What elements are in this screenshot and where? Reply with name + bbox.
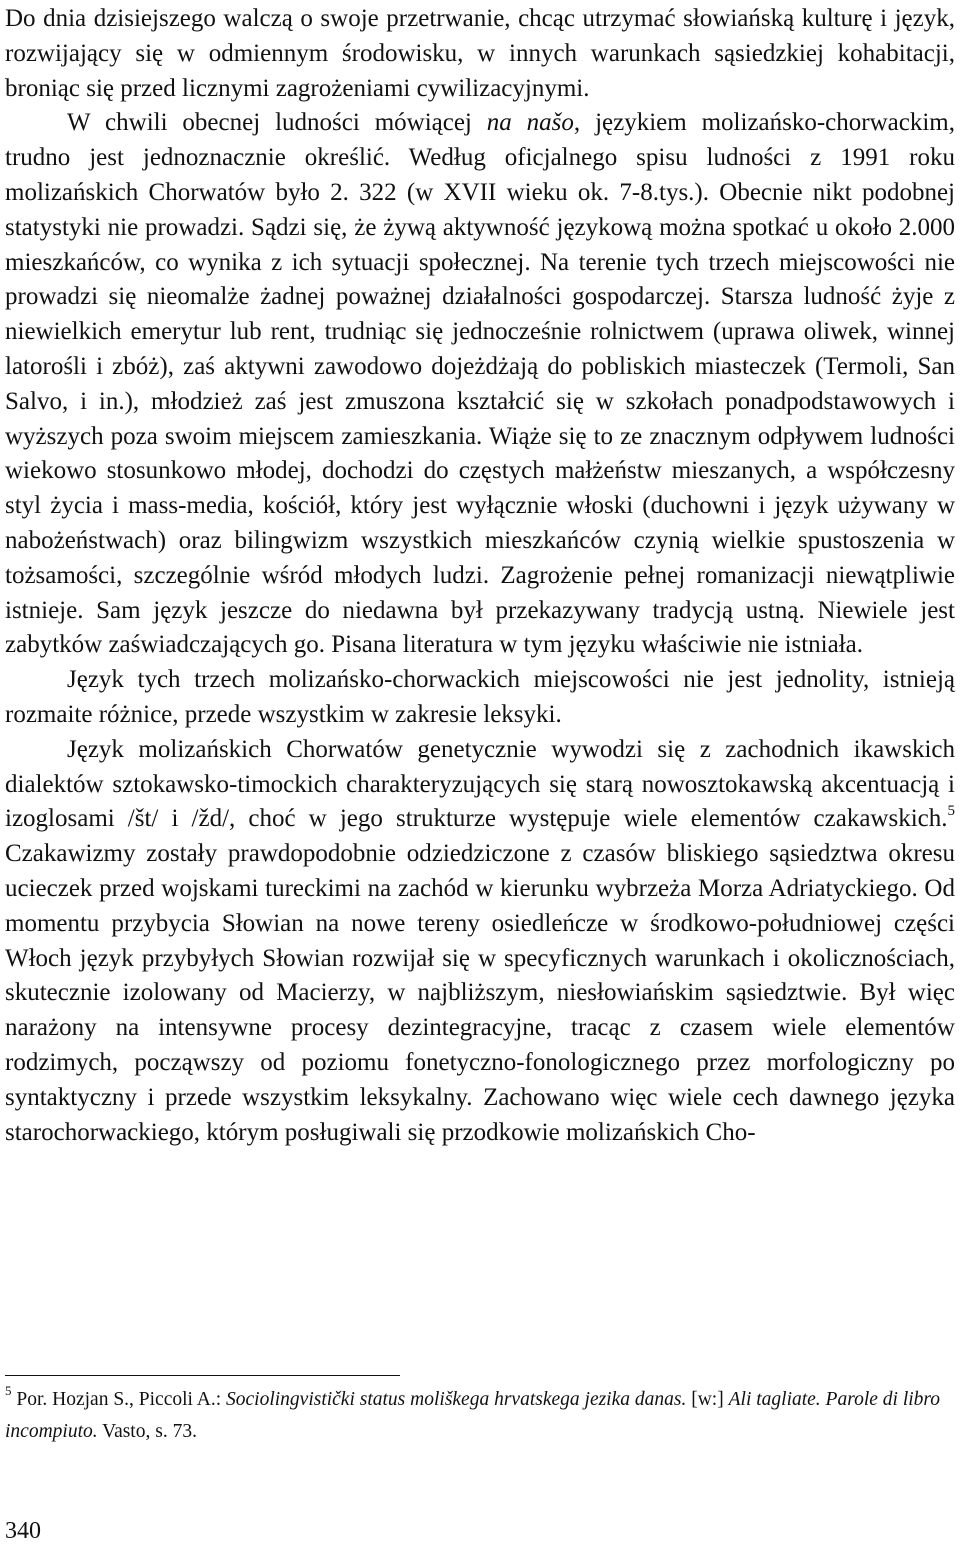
footnote-italic-title: Sociolingvistički status moliškega hrvatskega jezika danas. bbox=[226, 1389, 687, 1410]
footnote-text-c: Vasto, s. 73. bbox=[97, 1421, 197, 1442]
paragraph-4-text-b: Czakawizmy zostały prawdopodobnie odziedziczone z czasów bliskiego sąsiedztwa okresu ucieczek przed wojskami tureckimi na zachód w kierunku wybrzeża Morza Adriatyckiego. Od momentu przybycia Słowian na nowe tereny osiedleńcze w środkowo-południowej części Włoch język przybyłych Słowian rozwijał się w specyficznych warunkach i okolicznościach, skutecznie izolowany od Macierzy, w najbliższym, niesłowiańskim sąsiedztwie. Był więc narażony na intensywne procesy dezintegracyjne, tracąc z czasem wiele elementów rodzimych, począwszy od poziomu fonetyczno-fonologicznego przez morfologiczny po syntaktyczny i przede wszystkim leksykalny. Zachowano więc wiele cech dawnego języka starochorwackiego, którym posługiwali się przodkowie molizańskich Cho- bbox=[5, 840, 955, 1146]
paragraph-1 bbox=[5, 2, 955, 106]
footnote-number: 5 bbox=[5, 1382, 12, 1398]
body-text bbox=[5, 0, 955, 1150]
footnote-text-b: [w:] bbox=[686, 1389, 729, 1410]
paragraph-3-text: Język tych trzech molizańsko-chorwackich miejscowości nie jest jednolity, istnieją rozmaite różnice, przede wszystkim w zakresie leksyki. bbox=[5, 666, 955, 728]
paragraph-2-italic: na našo bbox=[486, 109, 574, 137]
footnote-text-a: Por. Hozjan S., Piccoli A.: bbox=[11, 1389, 226, 1410]
paragraph-1-text: Do dnia dzisiejszego walczą o swoje przetrwanie, chcąc utrzymać słowiańską kulturę i język, rozwijający się w odmiennym środowisku, w innych warunkach sąsiedzkiej kohabitacji, broniąc się przed licznymi zagrożeniami cywilizacyjnymi. bbox=[5, 5, 955, 102]
footnote-separator bbox=[5, 1375, 400, 1376]
paragraph-3 bbox=[5, 663, 955, 733]
page bbox=[5, 0, 955, 1150]
paragraph-2 bbox=[5, 106, 955, 663]
paragraph-2-text-b: , językiem molizańsko-chorwackim, trudno jest jednoznacznie określić. Według oficjalnego spisu ludności z 1991 roku molizańskich Chorwatów było 2. 322 (w XVII wieku ok. 7-8.tys.). Obecnie nikt podobnej statystyki nie prowadzi. Sądzi się, że żywą aktywność językową można spotkać u około 2.000 mieszkańców, co wynika z ich sytuacji społecznej. Na terenie tych trzech miejscowości nie prowadzi się nieomalże żadnej poważnej działalności gospodarczej. Starsza ludność żyje z niewielkich emerytur lub rent, trudniąc się jednocześnie rolnictwem (uprawa oliwek, winnej latorośli i zbóż), zaś aktywni zawodowo dojeżdżają do pobliskich miasteczek (Termoli, San Salvo, i in.), młodzież zaś jest zmuszona kształcić się w szkołach ponadpodstawowych i wyższych poza swoim miejscem zamieszkania. Wiąże się to ze znacznym odpływem ludności wiekowo stosunkowo młodej, dochodzi do częstych małżeństw mieszanych, a współczesny styl życia i mass-media, kościół, który jest wyłącznie włoski (duchowni i język używany w nabożeństwach) oraz bilingwizm wszystkich mieszkańców czynią wielkie spustoszenia w tożsamości, szczególnie wśród młodych ludzi. Zagrożenie pełnej romanizacji niewątpliwie istnieje. Sam język jeszcze do niedawna był przekazywany tradycją ustną. Niewiele jest zabytków zaświadczających go. Pisana literatura w tym języku właściwie nie istniała. bbox=[5, 109, 955, 659]
paragraph-4 bbox=[5, 733, 955, 1151]
page-number: 340 bbox=[5, 1518, 41, 1544]
paragraph-2-text-a: W chwili obecnej ludności mówiącej bbox=[67, 109, 487, 137]
footnote-italic-source: Ali tagliate. Parole di libro incompiuto. bbox=[5, 1389, 941, 1442]
footnote bbox=[5, 1384, 955, 1448]
footnote-reference[interactable]: 5 bbox=[947, 803, 955, 819]
paragraph-4-text-a: Język molizańskich Chorwatów genetycznie wywodzi się z zachodnich ikawskich dialektów sztokawsko-timockich charakteryzujących się starą nowosztokawską akcentuacją i izoglosami /št/ i /žd/, choć w jego strukturze występuje wiele elementów czakawskich. bbox=[5, 735, 955, 833]
